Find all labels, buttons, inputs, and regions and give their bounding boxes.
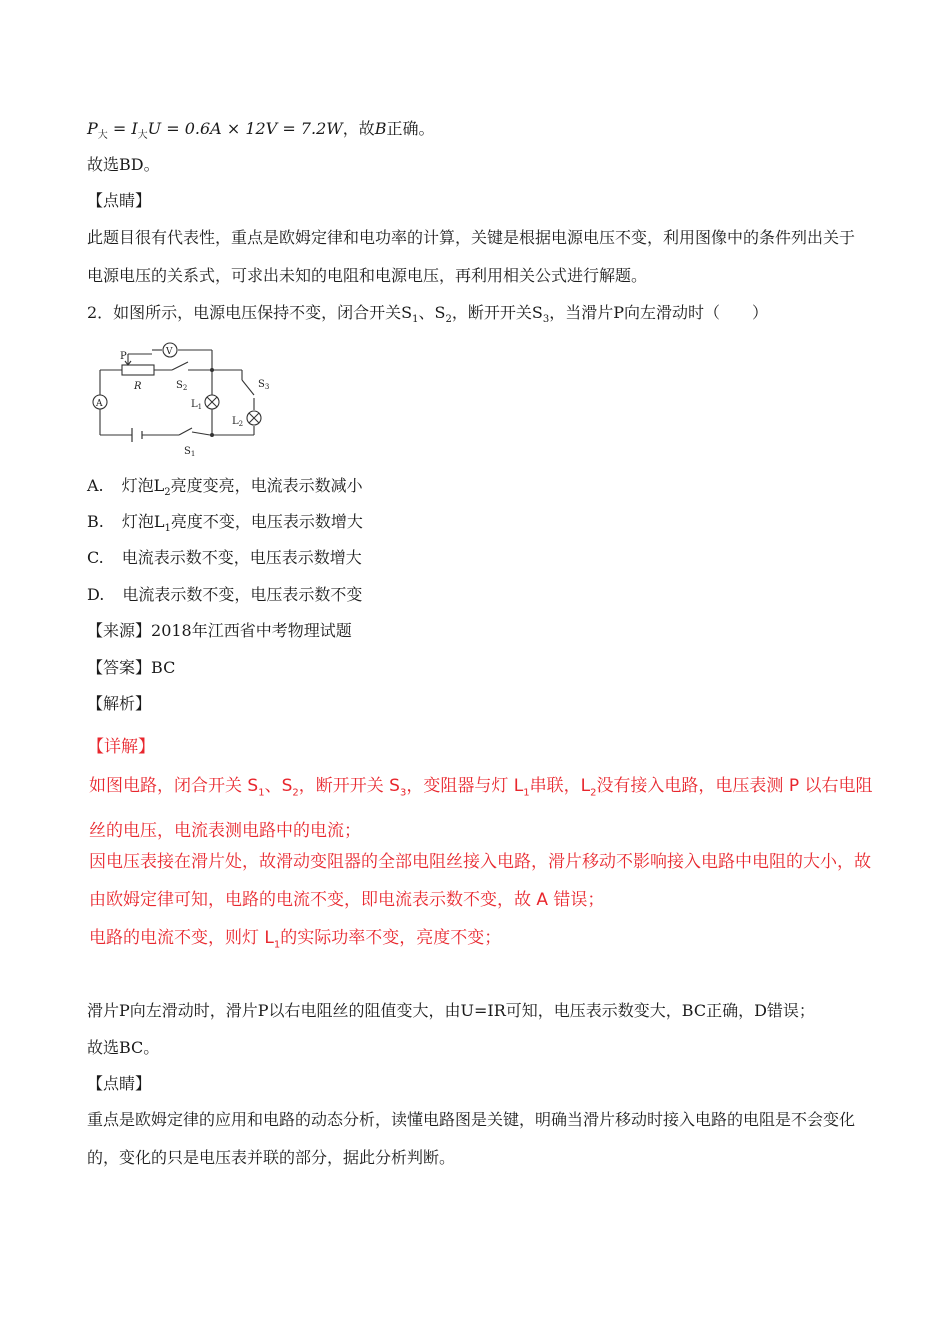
formula-p: P [87, 119, 98, 138]
stem-sub-1: 1 [412, 314, 419, 326]
option-text: 灯泡L [121, 476, 165, 495]
formula-i-sub: 大 [137, 130, 148, 142]
source-label: 【来源】 [87, 621, 152, 640]
tip-text-1: 此题目很有代表性，重点是欧姆定律和电功率的计算，关键是根据电源电压不变，利用图像中的条件列出关于电源电压的关系式，可求出未知的电阻和电源电压，再利用相关公式进行解题。 [87, 228, 856, 285]
label-p: P [120, 351, 127, 362]
label-l2: $L_2$ [232, 416, 244, 428]
answer-line [87, 657, 175, 679]
detail-paragraph-3: 电路的电流不变，则灯 $L_1$的实际功率不变，亮度不变； [89, 928, 502, 951]
source-line [87, 620, 352, 642]
option-c [87, 547, 362, 569]
detail-heading: 【详解】 [87, 737, 155, 757]
answer-text: BC [151, 658, 176, 677]
stem-part-a: 2．如图所示，电源电压保持不变，闭合开关S [87, 303, 413, 322]
formula-tail-c: 正确。 [386, 119, 435, 138]
question-stem [87, 302, 768, 331]
label-l1: $L_1$ [191, 399, 203, 411]
formula-i: I [131, 119, 138, 138]
option-text: 电流表示数不变，电压表示数增大 [121, 548, 362, 567]
detail-paragraph-1: 如图电路，闭合开关 $S_1$、$S_2$，断开开关 $S_3$，变阻器与灯 $L_1$串联，$L_2$没有接入电路，电压表测 P 以右电阻丝的电压，电流表测电路中的电流； [89, 776, 873, 842]
option-text: 电流表示数不变，电压表示数不变 [122, 585, 363, 604]
option-d [87, 584, 362, 606]
option-b [87, 511, 363, 540]
stem-sub-2: 2 [445, 314, 452, 326]
option-a [87, 475, 363, 504]
choose-line-1: 故选BD。 [87, 155, 160, 174]
option-letter: C. [87, 548, 104, 567]
option-text: 灯泡L [121, 512, 165, 531]
stem-part-d: ，当滑片P向左滑动时（ ） [549, 303, 768, 322]
slide-explanation: 滑片P向左滑动时，滑片P以右电阻丝的阻值变大，由U=IR可知，电压表示数变大，BC正确，D错误； [87, 1001, 815, 1020]
label-s2: $S_2$ [176, 380, 188, 392]
label-a: A [96, 399, 103, 409]
stem-sub-3: 3 [542, 314, 550, 326]
label-s1: $S_1$ [184, 446, 196, 458]
option-sub: 2 [164, 487, 171, 499]
tip-heading-1: 【点睛】 [87, 191, 152, 210]
label-s3: $S_3$ [258, 379, 270, 391]
formula-tail-a: ，故 [342, 119, 375, 138]
stem-part-b: 、S [418, 303, 446, 322]
tip-text-2: 重点是欧姆定律的应用和电路的动态分析，读懂电路图是关键，明确当滑片移动时接入电路的电阻是不会变化的，变化的只是电压表并联的部分，据此分析判断。 [87, 1110, 856, 1167]
label-r: R [134, 381, 142, 392]
option-text-b: 亮度变亮，电流表示数减小 [170, 476, 363, 495]
power-formula [87, 118, 435, 147]
detail-paragraph-2: 因电压表接在滑片处，故滑动变阻器的全部电阻丝接入电路，滑片移动不影响接入电路中电阻的大小，故由欧姆定律可知，电路的电流不变，即电流表示数不变，故 A 错误； [89, 852, 871, 910]
source-text: 2018年江西省中考物理试题 [151, 621, 352, 640]
option-sub: 1 [164, 523, 171, 535]
formula-tail-b: B [374, 119, 387, 138]
option-text-b: 亮度不变，电压表示数增大 [170, 512, 363, 531]
label-v: V [166, 347, 173, 357]
answer-label: 【答案】 [87, 658, 152, 677]
formula-eq: = [107, 119, 132, 138]
formula-rest: U = 0.6A × 12V = 7.2W [147, 119, 343, 138]
tip-heading-2: 【点睛】 [87, 1074, 152, 1093]
option-letter: D. [87, 585, 105, 604]
choose-line-2: 故选BC。 [87, 1038, 160, 1057]
option-letter: B. [87, 512, 104, 531]
formula-p-sub: 大 [97, 130, 108, 142]
stem-part-c: ，断开开关S [451, 303, 543, 322]
analysis-heading: 【解析】 [87, 694, 152, 713]
option-letter: A. [87, 476, 104, 495]
circuit-diagram [92, 340, 278, 460]
